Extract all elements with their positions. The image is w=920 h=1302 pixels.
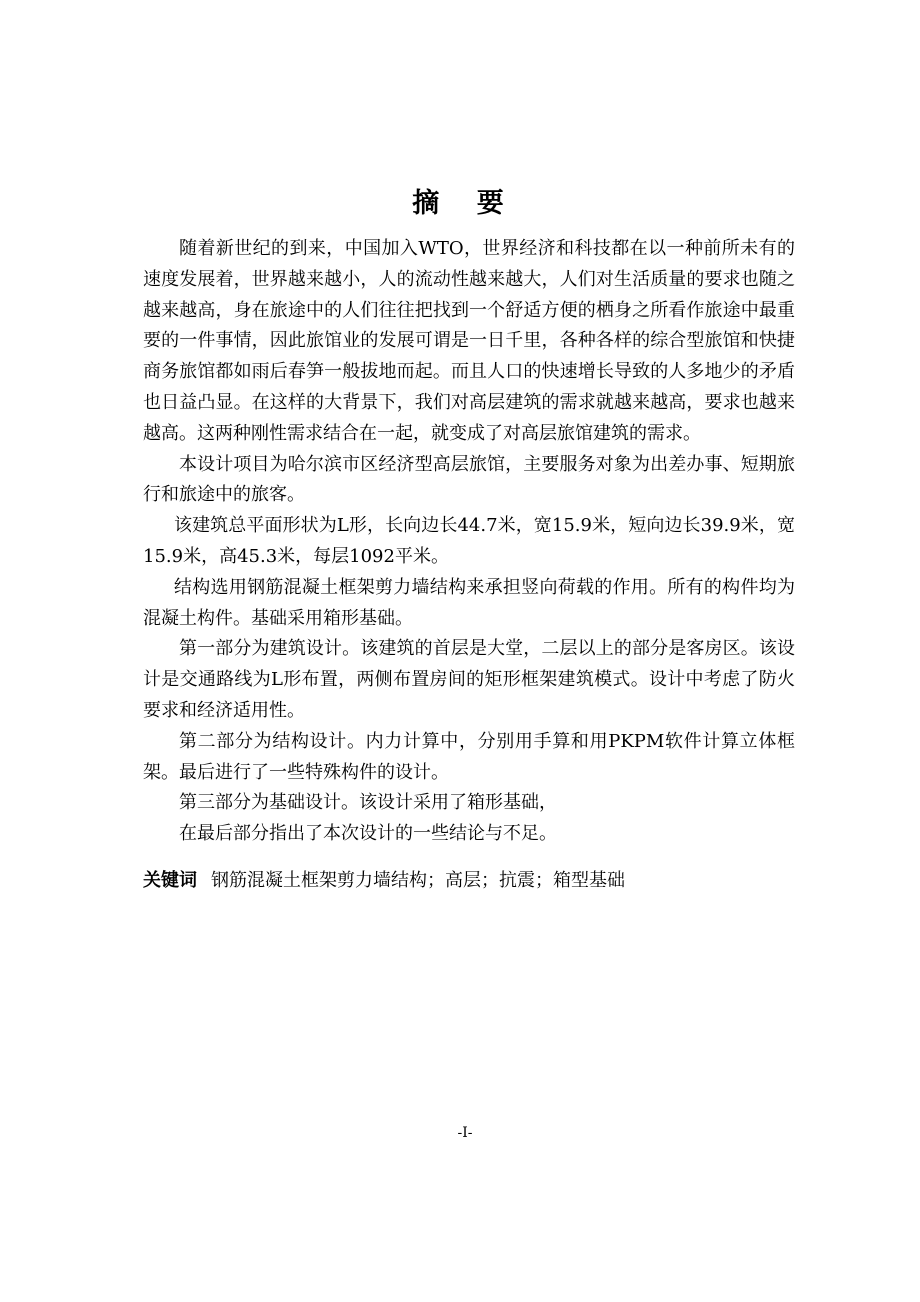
abstract-body bbox=[143, 234, 795, 850]
keywords-text: 钢筋混凝土框架剪力墙结构；高层；抗震；箱型基础 bbox=[211, 870, 625, 891]
keywords-line bbox=[143, 866, 795, 896]
paragraph-structural-design: 第二部分为结构设计。内力计算中，分别用手算和用PKPM软件计算立体框架。最后进行了一些特殊构件的设计。 bbox=[143, 730, 795, 783]
page-number: -I- bbox=[457, 1125, 473, 1141]
keywords-label: 关键词 bbox=[143, 870, 197, 891]
paragraph-foundation-design: 第三部分为基础设计。该设计采用了箱形基础， bbox=[179, 792, 557, 814]
paragraph-background: 随着新世纪的到来，中国加入WTO，世界经济和科技都在以一种前所未有的速度发展着，世界越来越小，人的流动性越来越大，人们对生活质量的要求也随之越来越高，身在旅途中的人们往往把找到一个舒适方便的栖身之所看作旅途中最重要的一件事情，因此旅馆业的发展可谓是一日千里，各种各样的综合型旅馆和快捷商务旅馆都如雨后春笋一般拔地而起。而且人口的快速增长导致的人多地少的矛盾也日益凸显。在这样的大背景下，我们对高层建筑的需求就越来越高，要求也越来越高。这两种刚性需求结合在一起，就变成了对高层旅馆建筑的需求。 bbox=[143, 238, 795, 444]
paragraph-project: 本设计项目为哈尔滨市区经济型高层旅馆，主要服务对象为出差办事、短期旅行和旅途中的旅客。 bbox=[143, 453, 795, 506]
paragraph-structure: 结构选用钢筋混凝土框架剪力墙结构来承担竖向荷载的作用。所有的构件均为混凝土构件。基础采用箱形基础。 bbox=[143, 576, 795, 629]
paragraph-conclusion: 在最后部分指出了本次设计的一些结论与不足。 bbox=[179, 823, 557, 845]
abstract-title: 摘 要 bbox=[412, 188, 518, 219]
paragraph-building-shape: 该建筑总平面形状为L形，长向边长44.7米，宽15.9米，短向边长39.9米，宽15.9米，高45.3米，每层1092平米。 bbox=[143, 515, 795, 567]
paragraph-architectural-design: 第一部分为建筑设计。该建筑的首层是大堂，二层以上的部分是客房区。该设计是交通路线为L形布置，两侧布置房间的矩形框架建筑模式。设计中考虑了防火要求和经济适用性。 bbox=[143, 638, 795, 721]
